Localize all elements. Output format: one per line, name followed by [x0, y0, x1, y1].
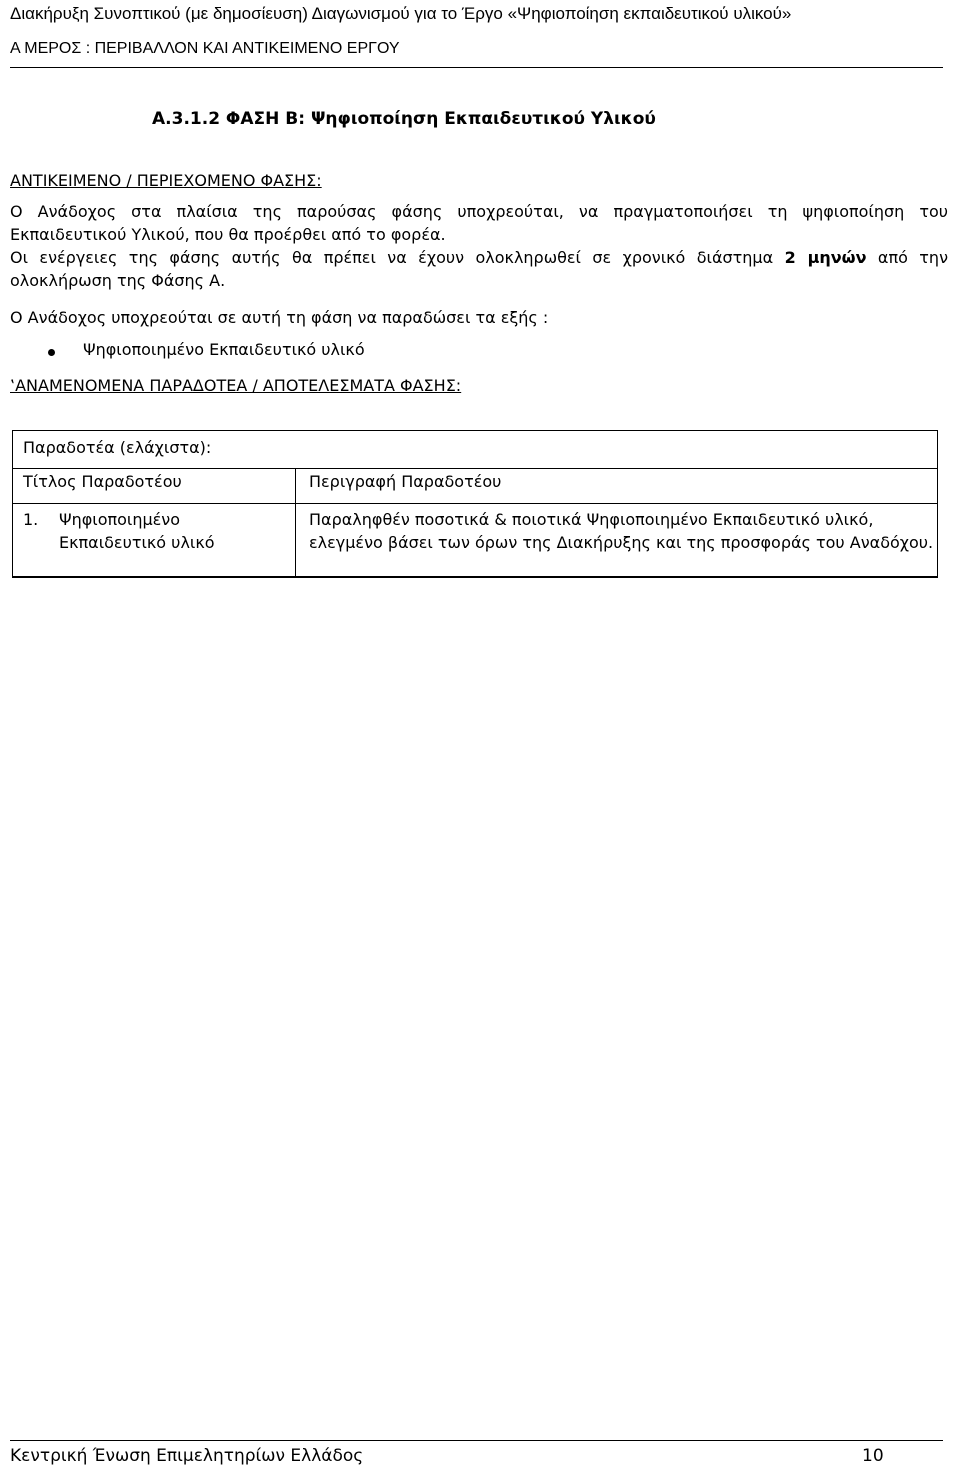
row-title: Ψηφιοποιημένο Εκπαιδευτικό υλικό: [59, 510, 215, 552]
document-part: Α ΜΕΡΟΣ : ΠΕΡΙΒΑΛΛΟΝ ΚΑΙ ΑΝΤΙΚΕΙΜΕΝΟ ΕΡΓΟΥ: [10, 40, 400, 57]
table-column-divider: [295, 468, 296, 577]
deliverables-table: [12, 430, 938, 578]
column-header-title: Τίτλος Παραδοτέου: [23, 472, 182, 491]
table-caption: Παραδοτέα (ελάχιστα):: [23, 438, 212, 457]
footer-divider: [10, 1440, 943, 1441]
timeline-text-before: Οι ενέργειες της φάσης αυτής θα πρέπει να έχουν ολοκληρωθεί σε χρονικό διάστημα: [10, 248, 785, 267]
section-title: Α.3.1.2 ΦΑΣΗ Β: Ψηφιοποίηση Εκπαιδευτικού Υλικού: [152, 109, 656, 129]
footer-organization: Κεντρική Ένωση Επιμελητηρίων Ελλάδος: [10, 1446, 364, 1466]
column-header-description: Περιγραφή Παραδοτέου: [309, 472, 502, 491]
bullet-item: Ψηφιοποιημένο Εκπαιδευτικό υλικό: [83, 340, 365, 359]
table-divider: [13, 468, 937, 469]
deliverables-heading: ‛ΑΝΑΜΕΝΟΜΕΝΑ ΠΑΡΑΔΟΤΕΑ / ΑΠΟΤΕΛΕΣΜΑΤΑ ΦΑΣΗΣ:: [10, 376, 462, 395]
object-heading: ΑΝΤΙΚΕΙΜΕΝΟ / ΠΕΡΙΕΧΟΜΕΝΟ ΦΑΣΗΣ:: [10, 171, 322, 190]
row-number: 1.: [23, 510, 39, 529]
bullet-icon: [48, 349, 55, 356]
paragraph-deliverables-intro: Ο Ανάδοχος υποχρεούται σε αυτή τη φάση να παραδώσει τα εξής :: [10, 308, 549, 327]
header-divider: [10, 67, 943, 68]
table-divider: [13, 503, 937, 504]
page-number: 10: [862, 1446, 884, 1466]
paragraph-timeline: [10, 246, 948, 292]
paragraph-obligation: Ο Ανάδοχος στα πλαίσια της παρούσας φάσης υποχρεούται, να πραγματοποιήσει τη ψηφιοποίηση του Εκπαιδευτικού Υλικού, που θα προέρθει από το φορέα.: [10, 202, 948, 244]
row-description: Παραληφθέν ποσοτικά & ποιοτικά Ψηφιοποιημένο Εκπαιδευτικό υλικό, ελεγμένο βάσει των όρων της Διακήρυξης και της προσφοράς του Αναδόχου.: [309, 510, 934, 552]
timeline-text-after: από την ολοκλήρωση της Φάσης Α.: [10, 248, 948, 290]
document-title: Διακήρυξη Συνοπτικού (με δημοσίευση) Διαγωνισμού για το Έργο «Ψηφιοποίηση εκπαιδευτικού υλικού»: [10, 4, 792, 23]
timeline-duration: 2 μηνών: [784, 248, 867, 267]
